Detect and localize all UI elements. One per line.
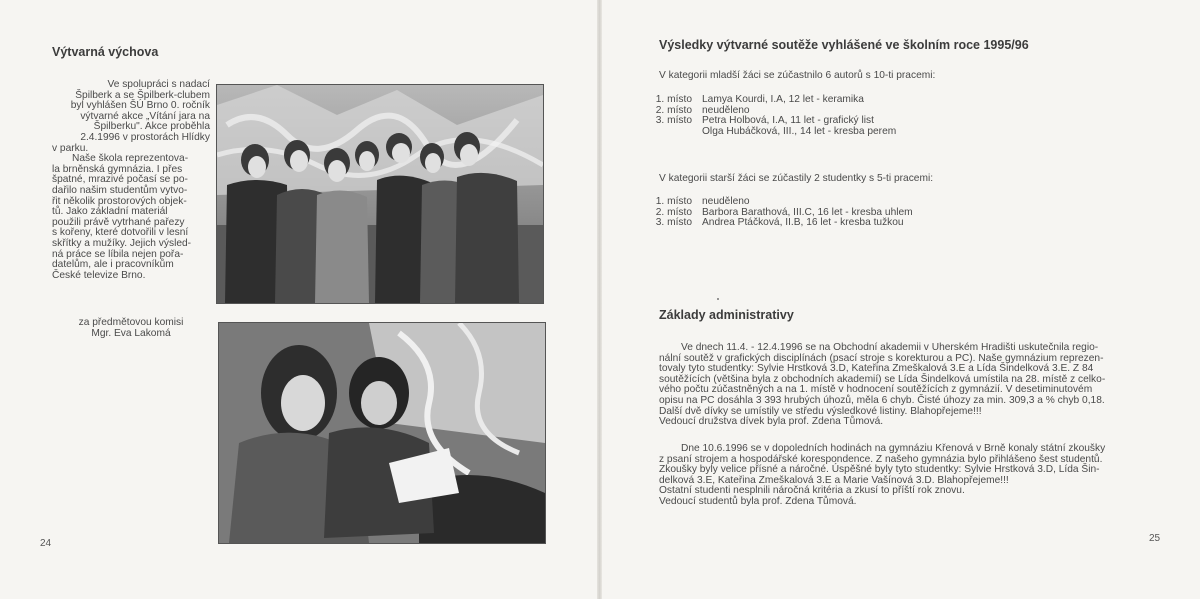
result-place: 2. místo [655,104,692,116]
text-line: špatné, mrazivé počasí se po- [52,174,188,186]
text-line: Další dvě dívky se umístily ve středu výsledkové listiny. Blahopřejeme!!! [659,405,982,417]
result-text: neuděleno [702,196,750,207]
text-line: delková 3.E, Kateřina Zmeškalová 3.E a Marie Vašínová 3.D. Blahopřejeme!!! [659,474,1009,486]
group-photo [216,84,544,304]
text-line: tovaly tyto studentky: Sylvie Hrstková 3.D, Kateřina Zmeškalová 3.E a Lída Šindelková 3.E. Z 84 [659,363,1094,375]
text-line: z psaní strojem a hospodářské korespondence. Z našeho gymnázia bylo přihlášeno šest studentů. [659,453,1103,465]
result-text: Petra Holbová, I.A, 11 let - grafický list [702,115,874,127]
text-line: opisu na PC dosáhla 3 393 hrubých úhozů, měla 6 chyb. Čisté úhozy za min. 309,3 a % chyb 0,18. [659,394,1105,406]
list-item [645,197,913,208]
text-line: skřítky a mužíky. Jejich výsled- [52,237,192,249]
page-number-right: 25 [1149,533,1161,544]
text-line: Ostatní studenti nesplnili náročná kritéria a zkusí to příští rok znovu. [659,485,965,497]
younger-category-intro: V kategorii mladší žáci se zúčastnilo 6 autorů s 10-ti pracemi: [659,70,936,81]
text-line: byl vyhlášen ŠÚ Brno 0. ročník [70,100,210,112]
page-number-left: 24 [40,538,52,549]
girls-photo [218,322,546,544]
result-place: 3. místo [655,115,692,127]
text-line: Zkoušky byly velice přísné a náročné. Úspěšné byly tyto studentky: Sylvie Hrstková 3.D, Lída Šin- [659,464,1100,476]
result-place: 3. místo [655,217,692,229]
left-page [0,0,598,599]
younger-results-list [645,95,896,137]
text-line: ná práce se líbila nejen pořa- [52,248,184,260]
section-heading-administration: Základy administrativy [659,308,794,322]
result-place [645,127,702,138]
result-text: neuděleno [702,104,750,116]
text-line: soutěžících (většina byla z obchodních akademií) se Lída Šindelková umístila na 28. místě z celko- [659,373,1106,385]
result-place: 1. místo [655,196,692,207]
signature-block [72,318,190,340]
text-line: Špilberk a se Špilberk-clubem [75,89,210,101]
list-item [645,218,913,229]
text-line: Ve dnech 11.4. - 12.4.1996 se na Obchodní akademii v Uherském Hradišti uskutečnila regio- [681,342,1099,353]
older-category-intro: V kategorii starší žáci se zúčastily 2 studentky s 5-ti pracemi: [659,173,934,184]
print-speck [717,298,719,300]
result-text: Andrea Ptáčková, II.B, 16 let - kresba tužkou [702,217,904,229]
text-line: v parku. [52,142,89,154]
text-line: dařilo našim studentům vytvo- [52,184,188,196]
text-line: nální soutěž v grafických disciplínách (psací stroje s korekturou a PC). Naše gymnázium reprezen- [659,352,1104,364]
text-line: Vedoucí studentů byla prof. Zdena Tůmová. [659,495,857,507]
result-place: 2. místo [655,206,692,218]
administration-paragraph-2 [659,444,1105,508]
signature-name: Mgr. Eva Lakomá [91,327,171,339]
list-item [645,95,896,106]
result-text: Lamya Kourdi, I.A, 12 let - keramika [702,94,864,105]
text-line: použili právě vytrhané pařezy [52,216,185,228]
text-line: Dne 10.6.1996 se v dopoledních hodinách na gymnáziu Křenová v Brně konaly státní zkoušky [681,443,1106,454]
text-line: Špilberku". Akce proběhla [93,121,210,133]
result-place: 1. místo [655,94,692,105]
text-line: Naše škola reprezentova- [72,153,189,165]
signature-committee: za předmětovou komisi [78,317,184,328]
text-line: výtvarné akce „Vítání jara na [80,110,210,122]
text-line: České televize Brno. [52,269,146,281]
administration-paragraph-1 [659,343,1105,428]
section-heading-results: Výsledky výtvarné soutěže vyhlášené ve školním roce 1995/96 [659,38,1029,52]
result-text: Barbora Barathová, III.C, 16 let - kresba uhlem [702,206,913,218]
text-line: Vedoucí družstva dívek byla prof. Zdena Tůmová. [659,416,884,428]
text-line: s kořeny, které dotvořili v lesní [52,227,189,239]
result-text: Olga Hubáčková, III., 14 let - kresba perem [702,125,897,137]
text-line: řit několik prostorových objek- [52,195,187,207]
text-line: Ve spolupráci s nadací [107,79,210,90]
section-heading-art: Výtvarná výchova [52,45,159,59]
right-page [601,0,1200,599]
text-line: datelům, ale i pracovníkům [52,259,174,271]
text-line: 2.4.1996 v prostorách Hlídky [80,131,210,143]
text-line: tů. Jako základní materiál [52,206,168,218]
art-article-text [52,80,210,281]
text-line: la brněnská gymnázia. I přes [52,163,183,175]
list-item [645,127,896,138]
older-results-list [645,197,913,229]
text-line: vého počtu zúčastněných a na 1. místě v hodnocení soutěžících z gymnázií. V desetiminutovém [659,384,1093,396]
